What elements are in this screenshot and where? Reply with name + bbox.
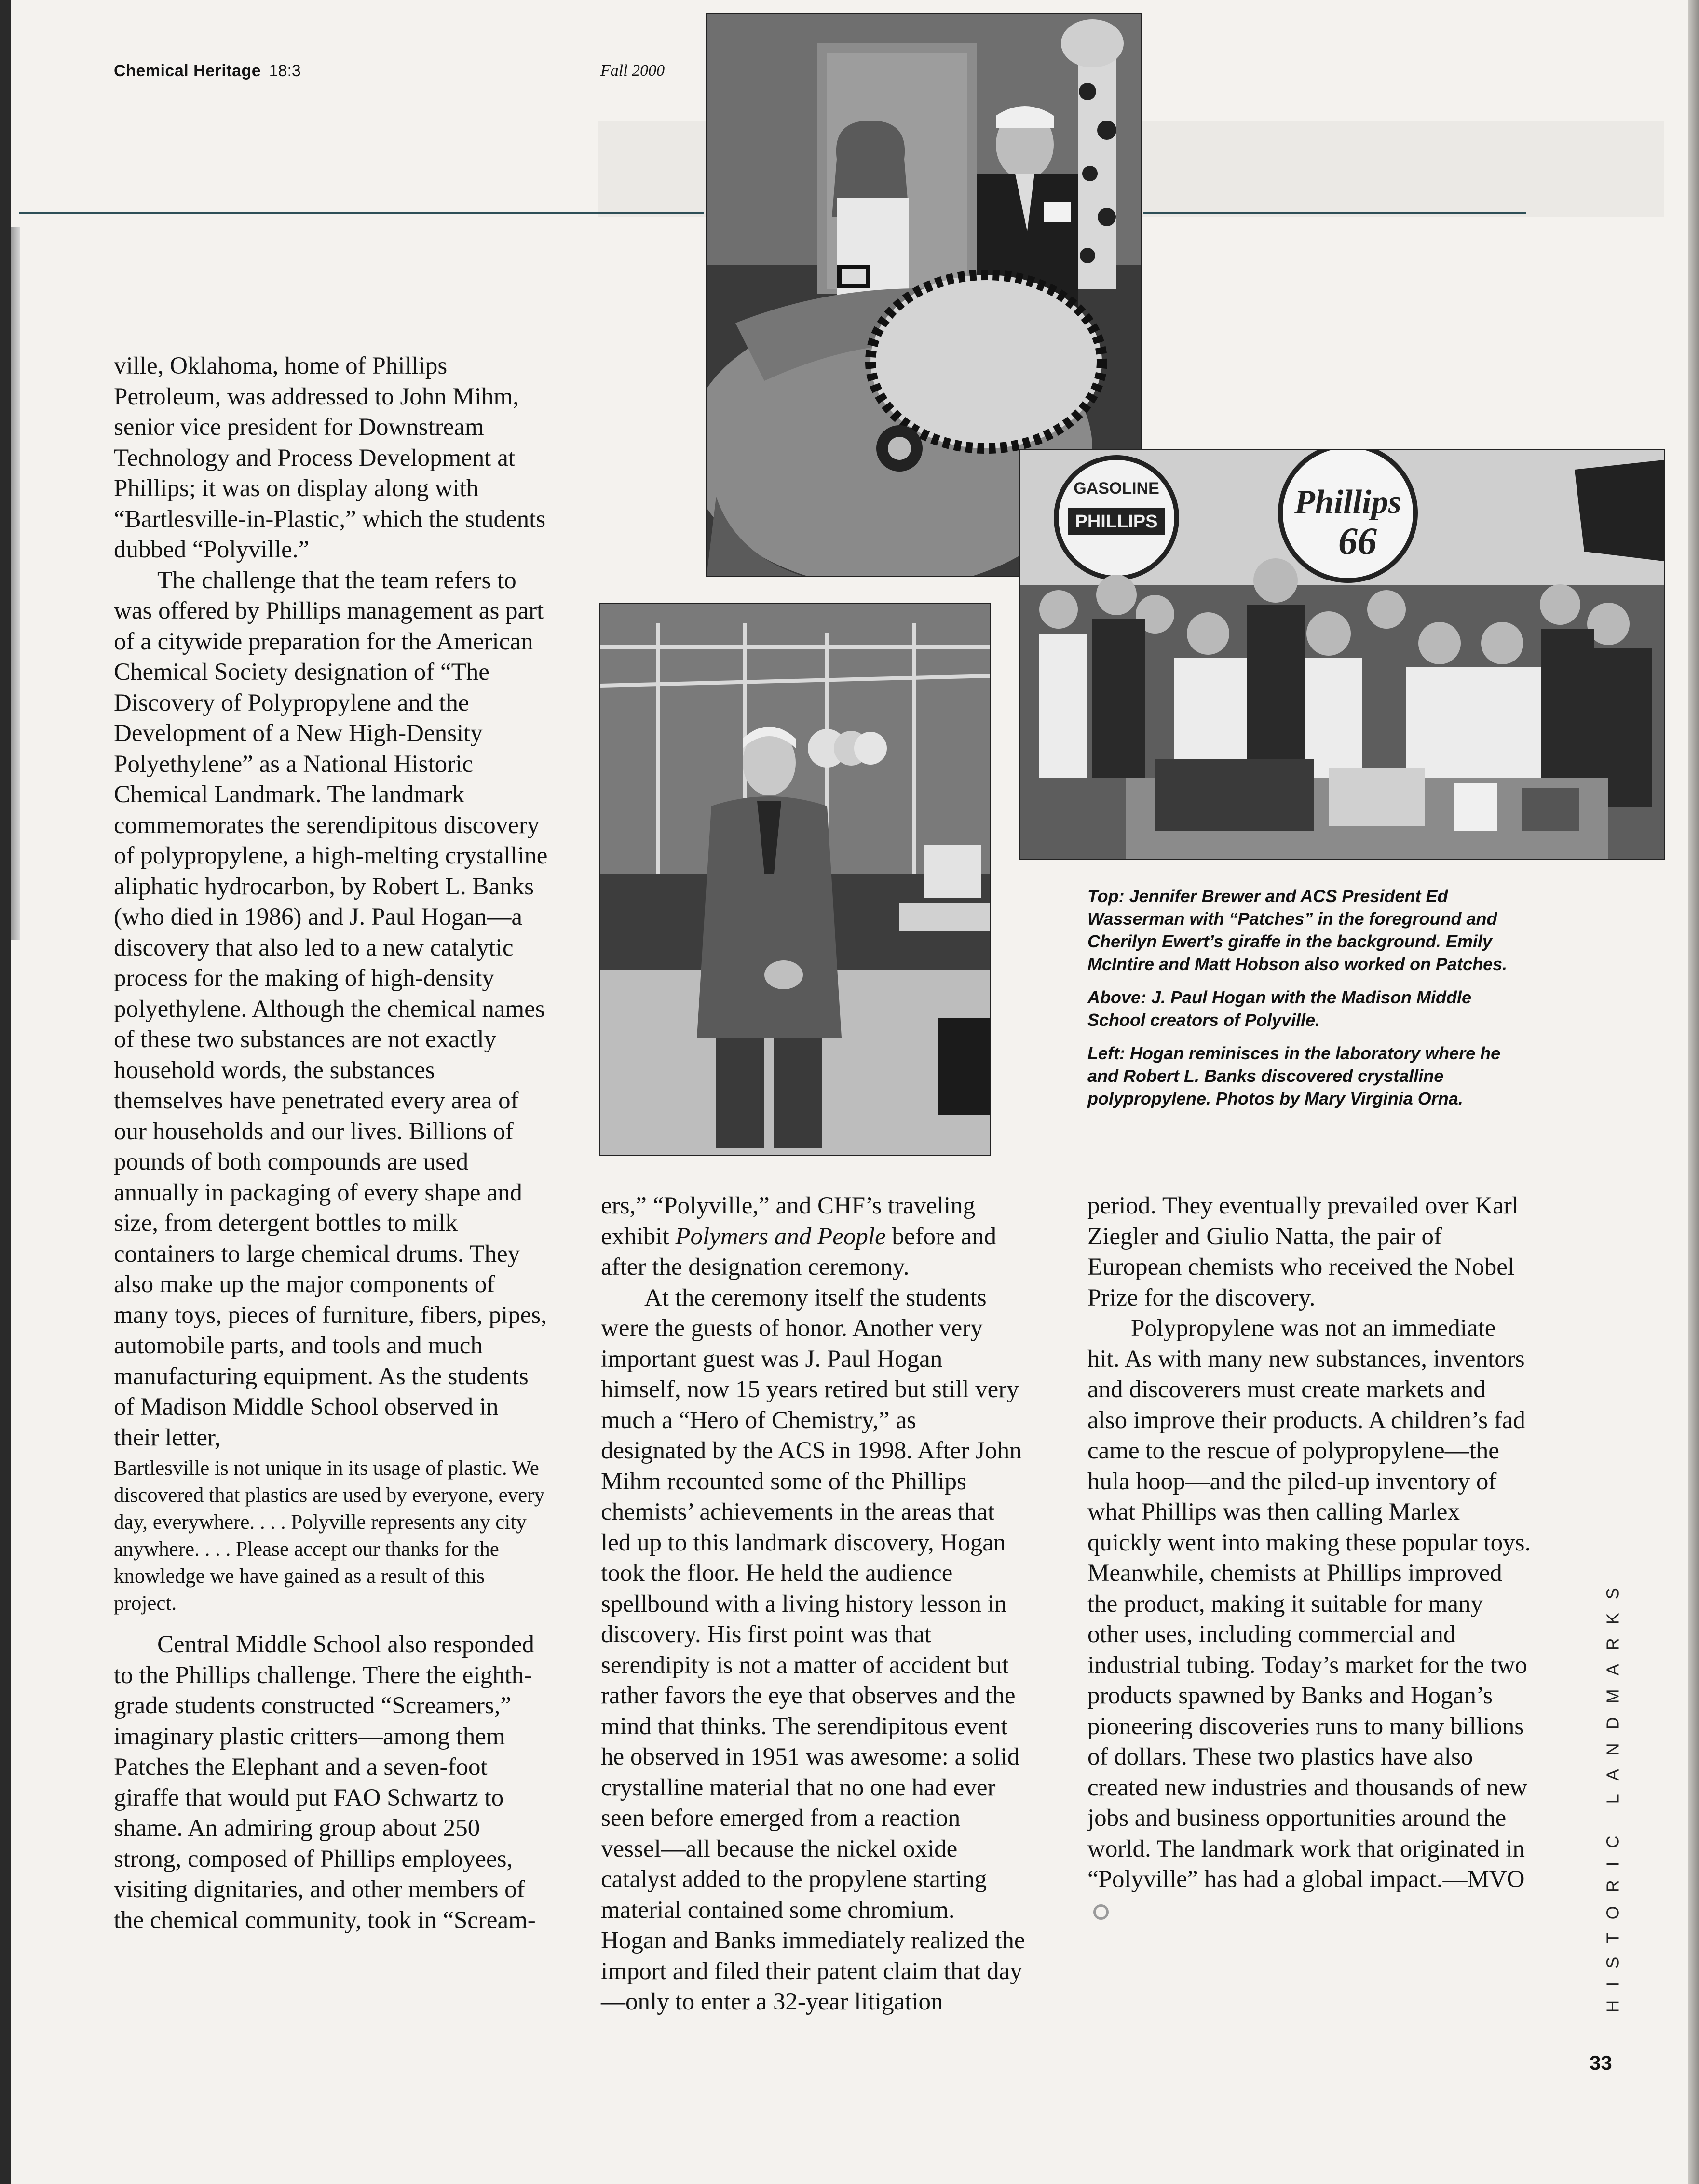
section-label-text: HISTORIC LANDMARKS: [1603, 1574, 1623, 2013]
photo-students-image: [1020, 450, 1664, 859]
sign-phillips66-word: Phillips: [1294, 484, 1401, 521]
col1-paragraph-3: Central Middle School also responded to the Phillips challenge. There the eighth-grade students constructed “Screamers,” imaginary plastic critters—among them Patches the Elephant and a seven-foot giraffe that would put FAO Schwartz to shame. An admiring group about 250 strong, composed of Phillips employees, visiting dignitaries, and other members of the chemical community, took in “Scream-: [114, 1631, 536, 1934]
page-gutter: [0, 0, 11, 2184]
issue-number: 18:3: [269, 62, 301, 80]
photo-hogan-lab: [599, 603, 991, 1156]
col2-p1-text: ers,” “Polyville,” and CHF’s traveling exhibit: [601, 1192, 976, 1250]
caption-above: Above: J. Paul Hogan with the Madison Middle School creators of Polyville.: [1087, 987, 1472, 1030]
col2-paragraph-1: [601, 1191, 1025, 1283]
col3-paragraph-1: period. They eventually prevailed over Karl Ziegler and Giulio Natta, the pair of European chemists who received the Nobel Prize for the discovery.: [1087, 1192, 1519, 1311]
article-column-3: [1087, 1191, 1531, 1926]
section-label: [1599, 1574, 1628, 2013]
col3-paragraph-2: [1087, 1313, 1531, 1926]
caption-left: Left: Hogan reminisces in the laboratory where he and Robert L. Banks discovered crystalline polypropylene. Photos by Mary Virginia Orna.: [1087, 1043, 1501, 1108]
col1-paragraph-2: The challenge that the team refers to was offered by Phillips management as part of a citywide preparation for the American Chemical Society designation of “The Discovery of Polypropylene and the Development of a New High-Density Polyethylene” as a National Historic Chemical Landmark. The landmark commemorates the serendipitous discovery of polypropylene, a high-melting crystalline aliphatic hydrocarbon, by Robert L. Banks (who died in 1986) and J. Paul Hogan—a discovery that also led to a new catalytic process for the making of high-density polyethylene. Although the chemical names of these two substances are not exactly household words, the substances themselves have penetrated every area of our households and our lives. Billions of pounds of both compounds are used annually in packaging of every shape and size, from detergent bottles to milk containers to large chemical drums. They also make up the major components of many toys, pieces of furniture, fibers, pipes, automobile parts, and tools and much manufacturing equipment. As the students of Madison Middle School observed in their letter,: [114, 566, 548, 1451]
student-letter-quote: Bartlesville is not unique in its usage of plastic. We discovered that plastics are used by everyone, every day, everywhere. . . . Polyville represents any city anywhere. . . . Please accept our thanks for the knowledge we have gained as a result of this project.: [114, 1457, 545, 1615]
photo-lab-image: [600, 604, 990, 1155]
end-of-article-icon: [1093, 1904, 1109, 1920]
caption-top: Top: Jennifer Brewer and ACS President Ed Wasserman with “Patches” in the foreground and Cherilyn Ewert’s giraffe in the background. Emily McIntire and Matt Hobson also worked on Patches.: [1087, 886, 1508, 974]
header-rule-left: [19, 212, 704, 214]
facing-page-photo-edge: [11, 227, 20, 940]
header-rule-right: [1143, 212, 1526, 214]
sign-phillips66-number: 66: [1338, 520, 1377, 563]
page-edge: [1688, 0, 1699, 2184]
col1-paragraph-1: ville, Oklahoma, home of Phillips Petroleum, was addressed to John Mihm, senior vice president for Downstream Technology and Process Development at Phillips; it was on display along with “Bartlesville-in-Plastic,” which the students dubbed “Polyville.”: [114, 352, 546, 563]
running-header: [114, 62, 301, 81]
sign-phillips: PHILLIPS: [1075, 512, 1158, 532]
page-number: 33: [1590, 2051, 1612, 2074]
article-column-1: [114, 351, 548, 1936]
sign-gasoline: GASOLINE: [1074, 479, 1159, 498]
article-column-2: [601, 1191, 1025, 2018]
col2-paragraph-2: At the ceremony itself the students were the guests of honor. Another very important guest was J. Paul Hogan himself, now 15 years retired but still very much a “Hero of Chemistry,” as designated by the ACS in 1998. After John Mihm recounted some of the Phillips chemists’ achievements in the areas that led up to this landmark discovery, Hogan took the floor. He held the audience spellbound with a living history lesson in discovery. His first point was that serendipity is not a matter of accident but rather favors the eye that observes and the mind that thinks. The serendipitous event he observed in 1951 was awesome: a solid crystalline material that no one had ever seen before emerged from a reaction vessel—all because the nickel oxide catalyst added to the propylene starting material contained some chromium. Hogan and Banks immediately realized the import and filed their patent claim that day—only to enter a 32-year litigation: [601, 1284, 1025, 2015]
col2-p1-text-end: before and after the designation ceremony.: [601, 1223, 997, 1281]
magazine-title: Chemical Heritage: [114, 62, 261, 80]
photo-captions: [1087, 885, 1531, 1120]
photo-polyville-students: [1019, 449, 1665, 860]
issue-season: Fall 2000: [600, 62, 665, 80]
col3-p2-text: Polypropylene was not an immediate hit. As with many new substances, inventors and discoverers must create markets and also improve their products. A children’s fad came to the rescue of polypropylene—the hula hoop—and the piled-up inventory of what Phillips was then calling Marlex quickly went into making these popular toys. Meanwhile, chemists at Phillips improved the product, making it suitable for many other uses, including commercial and industrial tubing. Today’s market for the two products spawned by Banks and Hogan’s pioneering discoveries runs to many billions of dollars. These two plastics have also created new industries and thousands of new jobs and business opportunities around the world. The landmark work that originated in “Polyville” has had a global impact.—MVO: [1087, 1315, 1531, 1893]
exhibit-title: Polymers and People: [675, 1223, 886, 1250]
